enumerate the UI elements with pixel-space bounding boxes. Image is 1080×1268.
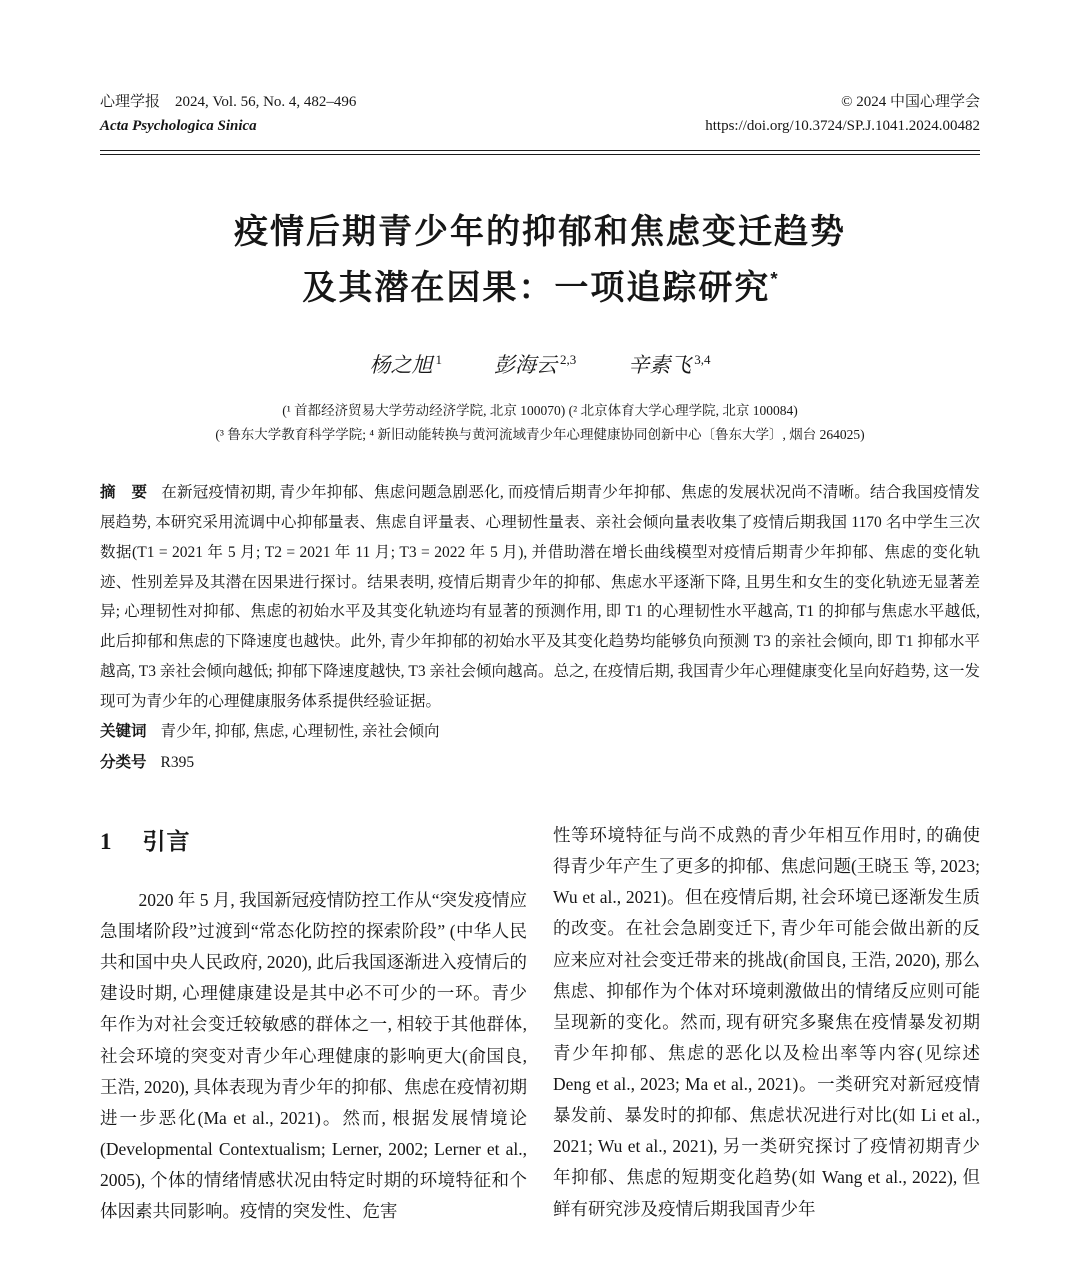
author-3-affil-sup: 3,4 xyxy=(694,351,711,367)
abstract-label: 摘 要 xyxy=(100,484,148,502)
affiliation-line-2: (³ 鲁东大学教育科学学院; ⁴ 新旧动能转换与黄河流域青少年心理健康协同创新中心〔鲁东大学〕, 烟台 264025) xyxy=(215,427,865,443)
doi-link: https://doi.org/10.3724/SP.J.1041.2024.00482 xyxy=(705,118,980,134)
author-3 xyxy=(628,349,710,379)
classification-label: 分类号 xyxy=(100,754,147,772)
keywords-text: 青少年, 抑郁, 焦虑, 心理韧性, 亲社会倾向 xyxy=(160,723,440,741)
journal-header-right xyxy=(705,90,980,138)
journal-header-left xyxy=(100,90,356,138)
author-2-affil-sup: 2,3 xyxy=(559,351,577,367)
section-heading-intro xyxy=(100,822,527,863)
intro-paragraph-right: 性等环境特征与尚不成熟的青少年相互作用时, 的确使得青少年产生了更多的抑郁、焦虑问题(王晓玉 等, 2023; Wu et al., 2021)。但在疫情后期, 社会环境已逐渐发生质的改变。在社会急剧变迁下, 青少年可能会做出新的反应来应对社会变迁带来的挑战(俞国良, 王浩, 2020), 那么焦虑、抑郁作为个体对环境刺激做出的情绪反应则可能呈现新的变化。然而, 现有研究多聚焦在疫情暴发初期青少年抑郁、焦虑的恶化以及检出率等内容(见综述 Deng et al., 2023; Ma et al., 2021)。一类研究对新冠疫情暴发前、暴发时的抑郁、焦虑状况进行对比(如 Li et al., 2021; Wu et al., 2021), 另一类研究探讨了疫情初期青少年抑郁、焦虑的短期变化趋势(如 Wang et al., 2022), 但鲜有研究涉及疫情后期我国青少年 xyxy=(553,824,980,1219)
author-2 xyxy=(494,349,576,379)
body-columns xyxy=(100,820,980,1227)
keywords-line xyxy=(100,717,980,747)
author-2-name: 彭海云 xyxy=(493,352,557,377)
header-divider xyxy=(100,150,980,155)
keywords-label: 关键词 xyxy=(100,723,147,741)
affiliation-line-1: (¹ 首都经济贸易大学劳动经济学院, 北京 100070) (² 北京体育大学心理学院, 北京 100084) xyxy=(282,402,798,418)
section-number: 1 xyxy=(100,828,113,854)
journal-title-en: Acta Psychologica Sinica xyxy=(100,118,257,134)
abstract-text: 在新冠疫情初期, 青少年抑郁、焦虑问题急剧恶化, 而疫情后期青少年抑郁、焦虑的发展状况尚不清晰。结合我国疫情发展趋势, 本研究采用流调中心抑郁量表、焦虑自评量表、心理韧性量表、亲社会倾向量表收集了疫情后期我国 1170 名中学生三次数据(T1 = 2021 年 5 月; T2 = 2021 年 11 月; T3 = 2022 年 5 月), 并借助潜在增长曲线模型对疫情后期青少年抑郁、焦虑的变化轨迹、性别差异及其潜在因果进行探讨。结果表明, 疫情后期青少年的抑郁、焦虑水平逐渐下降, 且男生和女生的变化轨迹无显著差异; 心理韧性对抑郁、焦虑的初始水平及其变化轨迹均有显著的预测作用, 即 T1 的心理韧性水平越高, T1 的抑郁与焦虑水平越低, 此后抑郁和焦虑的下降速度也越快。此外, 青少年抑郁的初始水平及其变化趋势均能够负向预测 T3 的亲社会倾向, 即 T1 抑郁水平越高, T3 亲社会倾向越低; 抑郁下降速度越快, T3 亲社会倾向越高。总之, 在疫情后期, 我国青少年心理健康变化呈向好趋势, 这一发现可为青少年的心理健康服务体系提供经验证据。 xyxy=(100,484,980,710)
right-column xyxy=(553,820,980,1227)
left-column xyxy=(100,820,527,1227)
title-footnote-mark: * xyxy=(770,267,778,289)
paper-title xyxy=(100,205,980,317)
classification-text: R395 xyxy=(160,754,195,772)
author-1-affil-sup: 1 xyxy=(435,351,442,367)
intro-paragraph-left: 2020 年 5 月, 我国新冠疫情防控工作从“突发疫情应急围堵阶段”过渡到“常态化防控的探索阶段” (中华人民共和国中央人民政府, 2020), 此后我国逐渐进入疫情后的建设时期, 心理健康建设是其中必不可少的一环。青少年作为对社会变迁较敏感的群体之一, 相较于其他群体, 社会环境的突变对青少年心理健康的影响更大(俞国良, 王浩, 2020), 具体表现为青少年的抑郁、焦虑在疫情初期进一步恶化(Ma et al., 2021)。然而, 根据发展情境论(Developmental Contextualism; Lerner, 2002; Lerner et al., 2005), 个体的情绪情感状况由特定时期的环境特征和个体因素共同影响。疫情的突发性、危害 xyxy=(100,889,527,1222)
classification-line xyxy=(100,748,980,778)
author-1-name: 杨之旭 xyxy=(369,352,433,377)
paper-title-line2 xyxy=(302,269,777,307)
abstract-block xyxy=(100,478,980,716)
paper-title-line2-text: 及其潜在因果：一项追踪研究 xyxy=(302,268,771,307)
author-1 xyxy=(369,349,442,379)
copyright-notice: © 2024 中国心理学会 xyxy=(841,94,980,110)
journal-header xyxy=(100,90,980,138)
section-title: 引言 xyxy=(142,828,191,854)
journal-title-cn: 心理学报 2024, Vol. 56, No. 4, 482–496 xyxy=(100,94,357,110)
author-3-name: 辛素飞 xyxy=(628,352,692,377)
affiliations xyxy=(100,399,980,449)
authors-line xyxy=(100,349,980,379)
paper-title-line1: 疫情后期青少年的抑郁和焦虑变迁趋势 xyxy=(234,213,846,251)
